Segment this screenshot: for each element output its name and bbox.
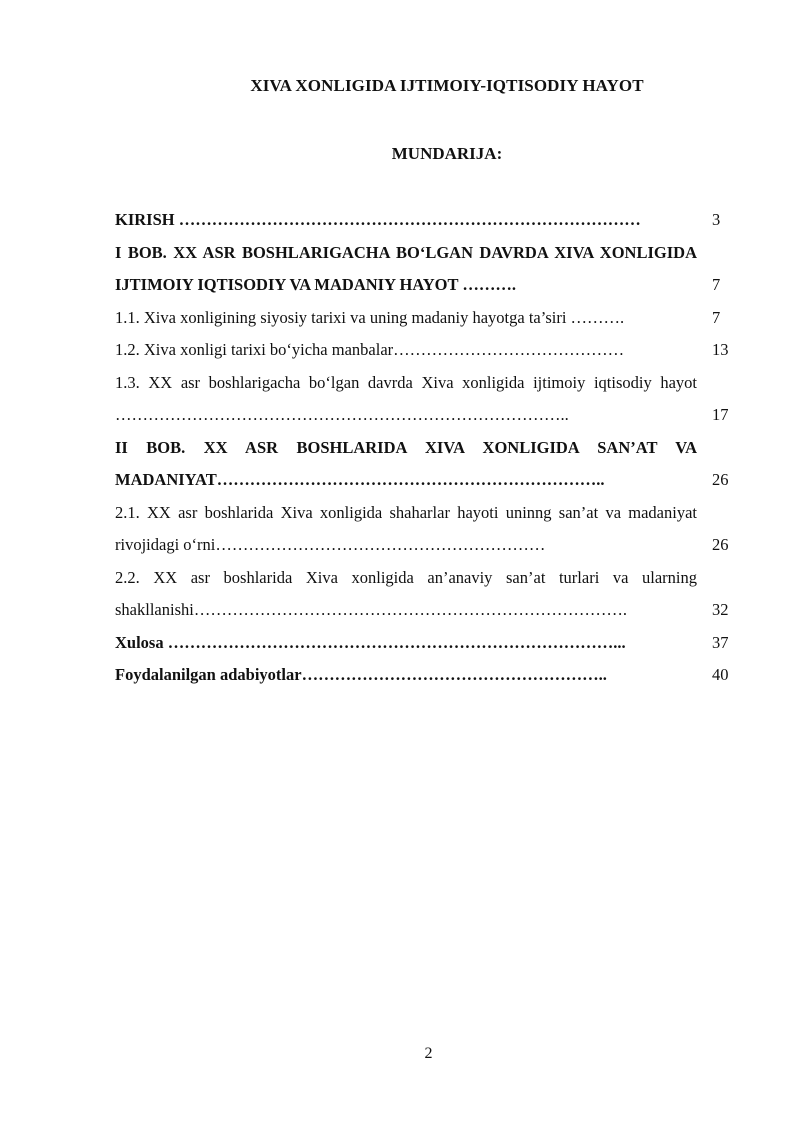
toc-entry-text: 1.1. Xiva xonligining siyosiy tarixi va uning madaniy hayotga ta’siri ………. [115,307,625,327]
toc-entry-1-3 [115,367,735,432]
toc-entry-page: 13 [712,340,729,359]
toc-heading: MUNDARIJA: [391,144,503,163]
toc-entry-text: II BOB. XX ASR BOSHLARIDA XIVA XONLIGIDA SAN’AT VA MADANIYAT…………………………………………………………….. [115,437,697,489]
toc-entry-text: Foydalanilgan adabiyotlar……………………………………………….. [115,665,607,684]
toc-entry-page: 26 [712,535,729,554]
toc-entry-page: 26 [712,470,729,489]
toc-entry-page: 32 [712,600,729,619]
toc-entry-chapter-1 [115,237,735,302]
toc-entry-kirish [115,204,735,237]
toc-entry-page: 7 [712,275,721,294]
toc-entry-text: 1.3. XX asr boshlarigacha bo‘lgan davrda Xiva xonligida ijtimoiy iqtisodiy hayot ……………………………………………………………………….. [115,372,697,424]
toc-entry-text: I BOB. XX ASR BOSHLARIGACHA BO‘LGAN DAVRDA XIVA XONLIGIDA IJTIMOIY IQTISODIY VA MADANIY HAYOT ………. [115,242,697,294]
toc-entry-page: 17 [712,405,729,424]
toc-entry-2-2 [115,562,735,627]
toc-entry-text: 1.2. Xiva xonligi tarixi bo‘yicha manbalar…………………………………… [115,340,625,359]
toc-entry-1-1 [115,302,735,335]
toc-entry-adabiyotlar [115,659,735,692]
toc-entry-1-2 [115,334,735,367]
page-number: 2 [424,1045,433,1062]
toc-entry-chapter-2 [115,432,735,497]
toc-entry-page: 7 [712,307,721,327]
toc-entry-text: 2.1. XX asr boshlarida Xiva xonligida shaharlar hayoti uninng san’at va madaniyat rivojidagi o‘rni…………………………………………………… [115,502,697,554]
toc-entry-text: Xulosa ………………………………………………………………………... [115,632,626,652]
toc-entry-2-1 [115,497,735,562]
table-of-contents [115,204,735,692]
document-title: XIVA XONLIGIDA IJTIMOIY-IQTISODIY HAYOT [250,76,644,95]
toc-entry-page: 40 [712,665,729,684]
toc-entry-page: 37 [712,632,729,652]
toc-entry-text: KIRISH ………………………………………………………………………… [115,210,641,229]
toc-entry-xulosa [115,627,735,660]
toc-entry-text: 2.2. XX asr boshlarida Xiva xonligida an’anaviy san’at turlari va ularning shakllanishi……………………………………………………………………. [115,567,697,619]
toc-entry-page: 3 [712,210,721,229]
